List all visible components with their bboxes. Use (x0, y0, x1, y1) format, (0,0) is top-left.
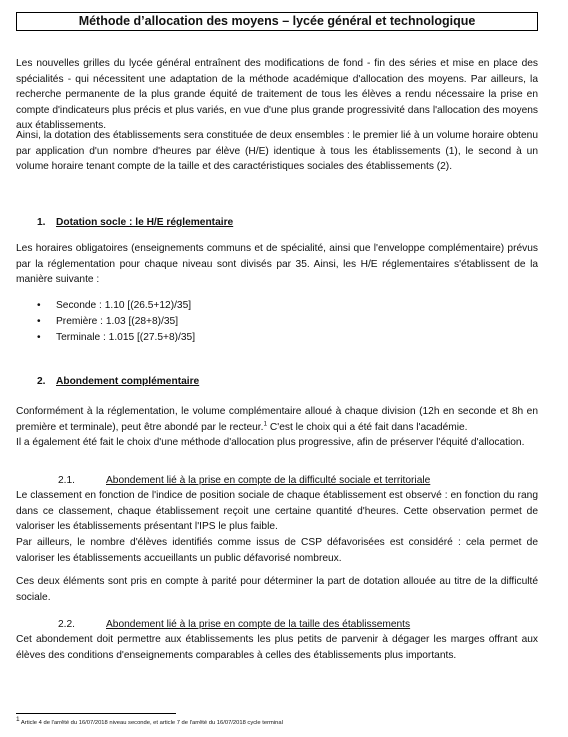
h-e-bullet-list (37, 298, 195, 346)
section-2-body-a: Conformément à la réglementation, le volume complémentaire alloué à chaque division (12h en seconde et 8h en première et terminale), peut être abondé par le recteur. (16, 406, 538, 433)
section-2-body-b: C'est le choix qui a été fait dans l'académie. (267, 421, 468, 433)
bullet-premiere: Première : 1.03 [(28+8)/35] (56, 316, 179, 327)
footnote (16, 716, 283, 727)
section-2-number: 2. (37, 376, 46, 387)
subsection-2-2-title: Abondement lié à la prise en compte de la taille des établissements (106, 619, 411, 630)
bullet-icon: • (37, 332, 41, 343)
subsection-2-1-title: Abondement lié à la prise en compte de la difficulté sociale et territoriale (106, 475, 431, 486)
intro-paragraph-2: Ainsi, la dotation des établissements sera constituée de deux ensembles : le premier lié à un volume horaire obtenu par application d'un nombre d'heures par élève (H/E) identique à tous les établissements (1), le second à un volume horaire tenant compte de la taille et des caractéristiques sociales des établissements (2). (16, 130, 538, 173)
footnote-reference: 1 (263, 420, 268, 428)
bullet-seconde: Seconde : 1.10 [(26.5+12)/35] (56, 300, 192, 311)
subsection-2-1-paragraph-2: Par ailleurs, le nombre d'élèves identifiés comme issus de CSP défavorisées est considéré : cela permet de valoriser les établissements accueillants un public défavorisé nombreux. (16, 537, 538, 564)
section-1-body: Les horaires obligatoires (enseignements communs et de spécialité, ainsi que l'enveloppe complémentaire) prévus par la réglementation pour chaque niveau sont divisés par 35. Ainsi, les H/E réglementaires s'établissent de la manière suivante : (16, 243, 538, 286)
section-2-body (16, 404, 538, 451)
bullet-terminale: Terminale : 1.015 [(27.5+8)/35] (56, 332, 196, 343)
list-item (37, 314, 195, 330)
section-1-title: Dotation socle : le H/E réglementaire (56, 217, 234, 228)
section-1-heading (37, 216, 233, 230)
footnote-divider (16, 713, 176, 714)
subsection-2-1-heading (58, 474, 430, 488)
page-title: Méthode d’allocation des moyens – lycée général et technologique (16, 12, 538, 31)
intro-paragraph-1: Les nouvelles grilles du lycée général entraînent des modifications de fond - fin des séries et mise en place des spécialités - qui nécessitent une adaptation de la méthode académique d'allocation des moyens. Par ailleurs, la recherche permanente de la plus grande équité de traitement de tous les élèves a rendu nécessaire la prise en compte d'indicateurs plus précis et plus variés, en vue d'une plus grande progressivité dans l'allocation des moyens aux établissements. (16, 58, 538, 132)
subsection-2-2-heading (58, 618, 410, 632)
footnote-marker: 1 (16, 716, 20, 724)
list-item (37, 298, 195, 314)
list-item (37, 330, 195, 346)
subsection-2-2-paragraph-1: Cet abondement doit permettre aux établissements les plus petits de parvenir à dégager les marges offrant aux élèves des conditions d'enseignements comparables à celles des établissements plus importants. (16, 634, 538, 661)
subsection-2-1-number: 2.1. (58, 475, 75, 486)
section-2-heading (37, 375, 199, 389)
footnote-text: Article 4 de l'arrêté du 16/07/2018 niveau seconde, et article 7 de l'arrêté du 16/07/2018 cycle terminal (19, 720, 283, 726)
section-2-body-2: Il a également été fait le choix d'une méthode d'allocation plus progressive, afin de préserver l'équité d'allocation. (16, 437, 525, 449)
subsection-2-2-number: 2.2. (58, 619, 75, 630)
section-2-title: Abondement complémentaire (56, 376, 200, 387)
bullet-icon: • (37, 316, 41, 327)
subsection-2-1-paragraph-1: Le classement en fonction de l'indice de position sociale de chaque établissement est observé : en fonction du rang dans ce classement, chaque établissement reçoit une certaine quantité d'heures. Cette observation permet de valoriser les établissements présentant l'IPS le plus faible. (16, 490, 538, 533)
subsection-2-1-paragraph-3: Ces deux éléments sont pris en compte à parité pour déterminer la part de dotation allouée au titre de la difficulté sociale. (16, 576, 538, 603)
section-1-number: 1. (37, 217, 46, 228)
bullet-icon: • (37, 300, 41, 311)
